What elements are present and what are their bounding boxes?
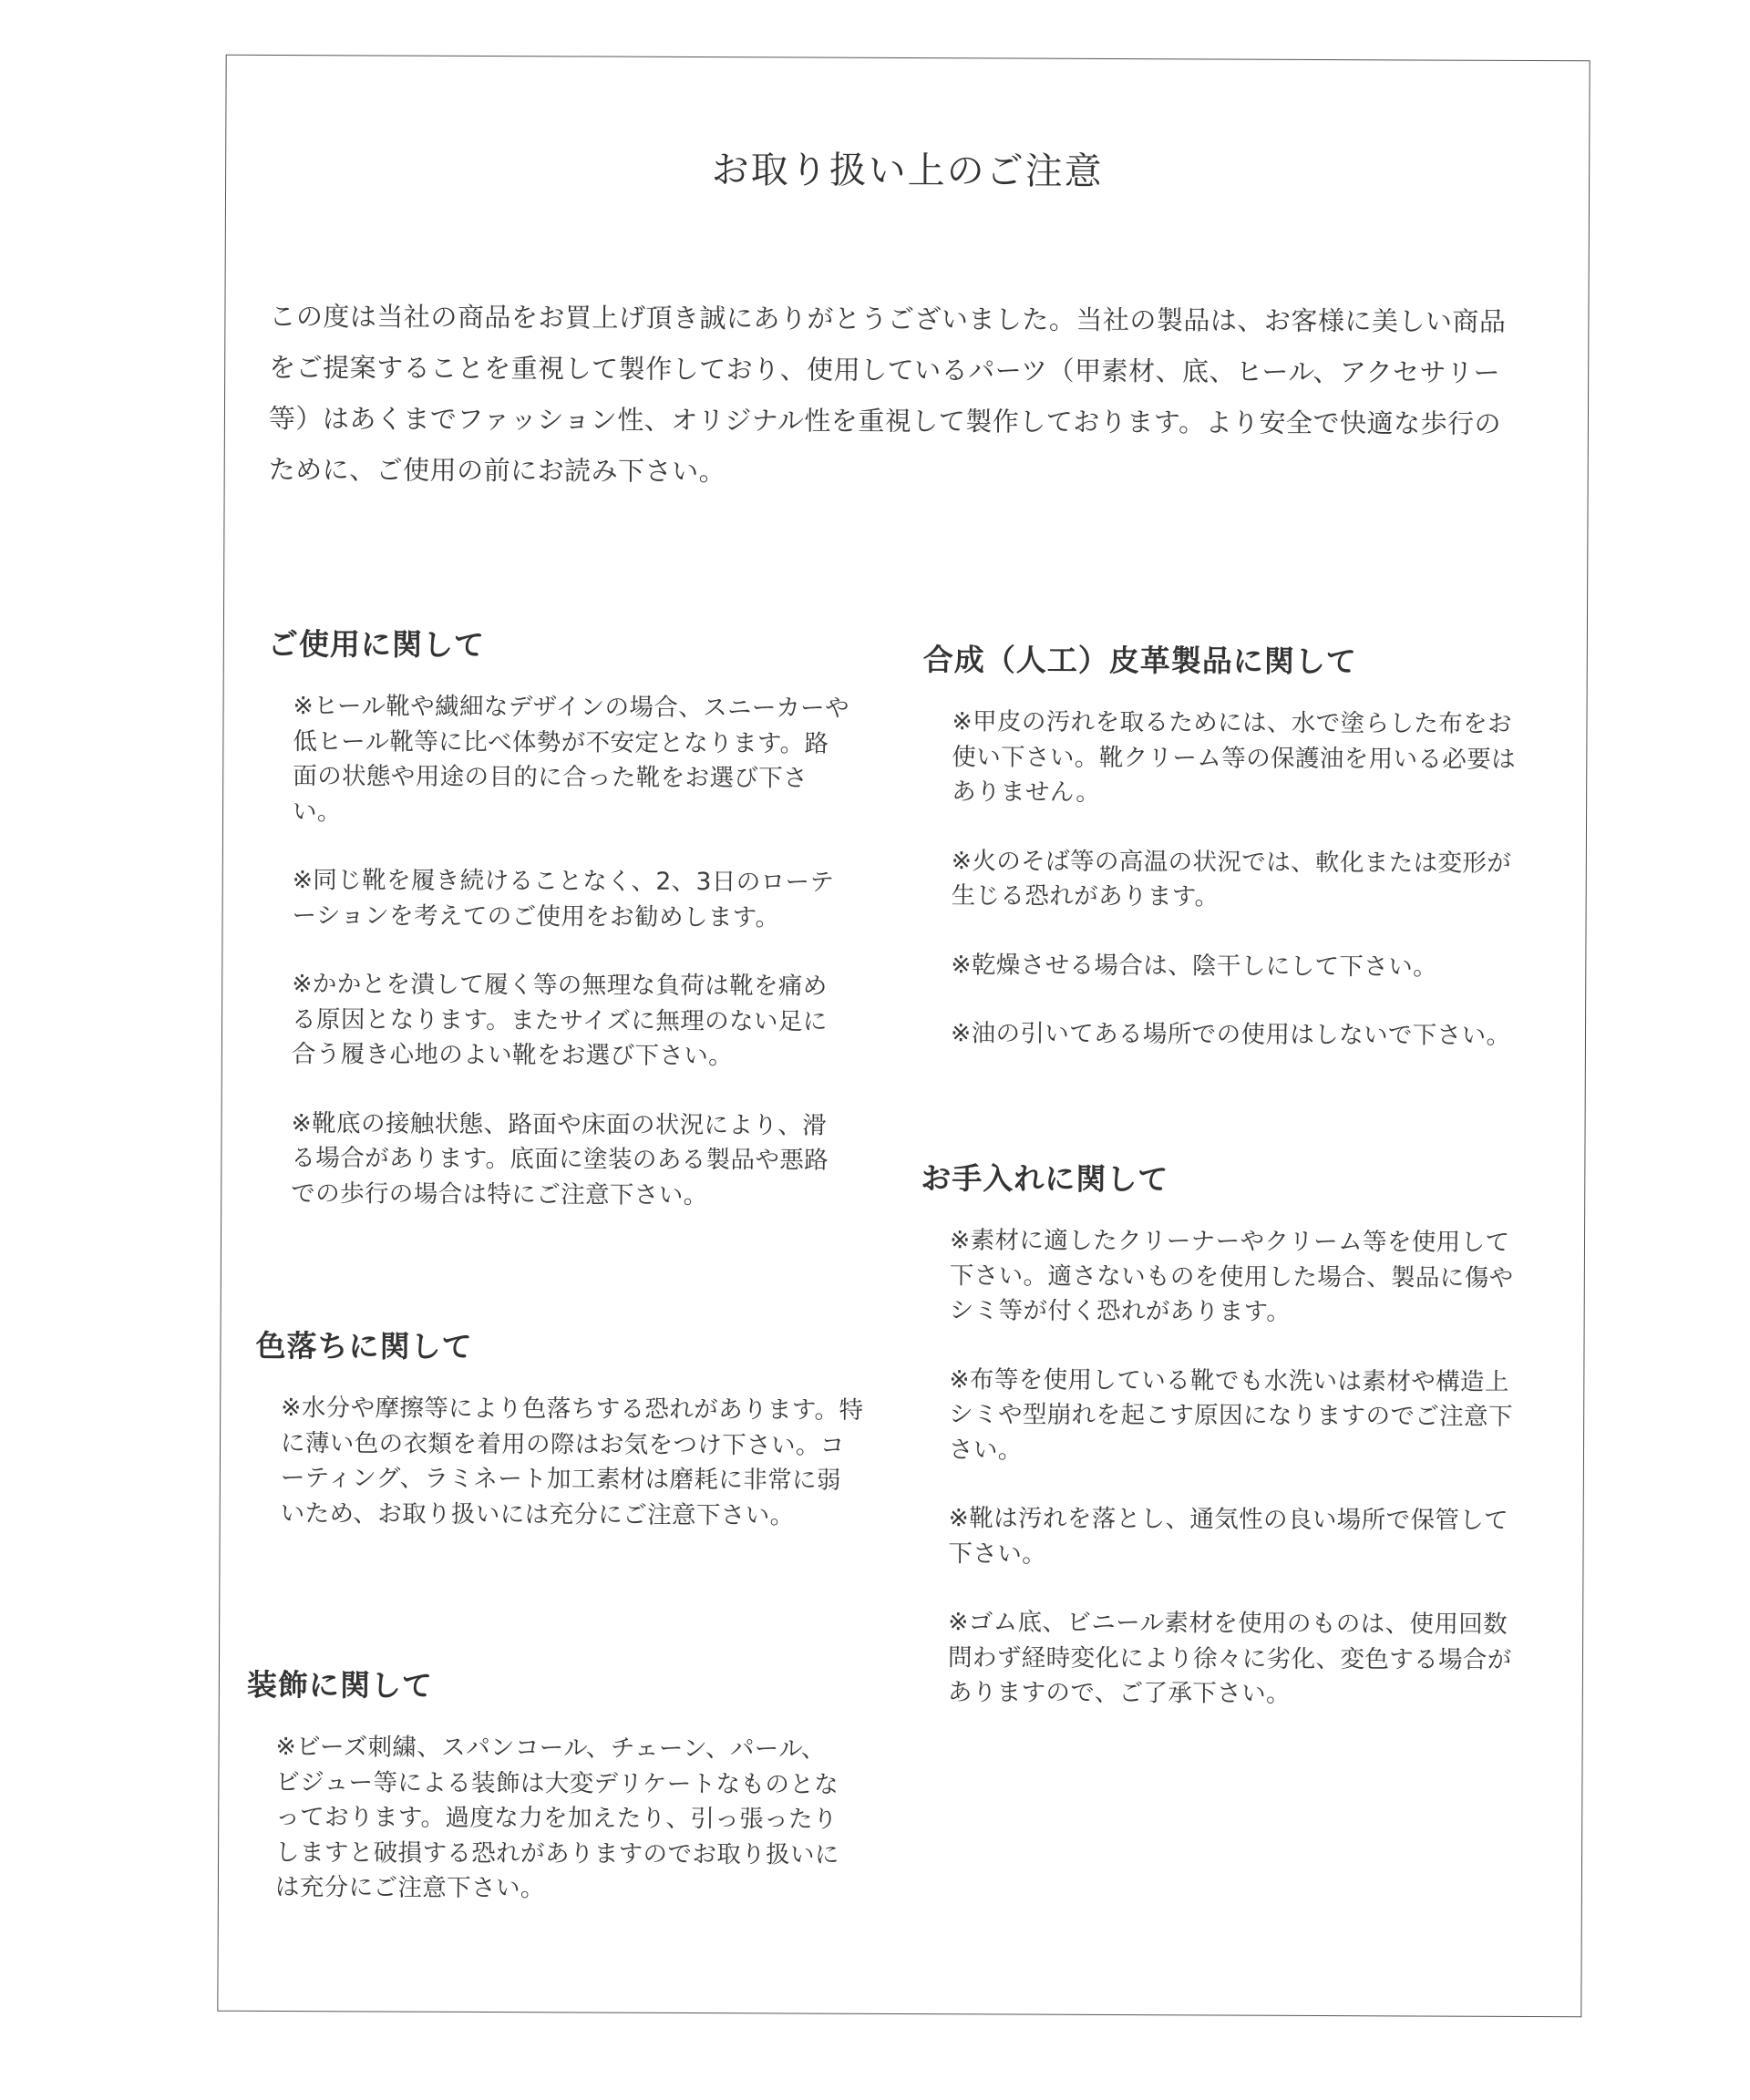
section-color-fading <box>254 1323 875 1568</box>
section-heading-color-fading: 色落ちに関して <box>255 1327 473 1364</box>
section-heading-synthetic-leather: 合成（人工）皮革製品に関して <box>922 642 1357 680</box>
care-item: ※靴は汚れを落とし、通気性の良い場所で保管して下さい。 <box>948 1504 1509 1569</box>
intro-paragraph: この度は当社の商品をお買上げ頂き誠にありがとうございました。当社の製品は、お客様に美しい商品をご提案することを重視して製作しており、使用しているパーツ（甲素材、底、ヒール、アクセサリー等）はあくまでファッション性、オリジナル性を重視して製作しております。より安全で快適な歩行のために、ご使用の前にお読み下さい。 <box>268 300 1507 488</box>
care-item: ※布等を使用している靴でも水洗いは素材や構造上シミや型崩れを起こす原因になりますのでご注意下さい。 <box>948 1364 1513 1465</box>
section-heading-decoration: 装飾に関して <box>246 1666 433 1704</box>
document-sheet <box>217 55 1590 2018</box>
section-decoration <box>246 1662 867 1941</box>
section-synthetic-leather <box>921 636 1543 1087</box>
synthetic-leather-item: ※甲皮の汚れを取るためには、水で塗らした布をお使い下さい。靴クリーム等の保護油を用いる必要はありません。 <box>952 707 1517 807</box>
care-item: ※素材に適したクリーナーやクリーム等を使用して下さい。適さないものを使用した場合、製品に傷やシミ等が付く恐れがあります。 <box>949 1226 1514 1326</box>
usage-item: ※同じ靴を履き続けることなく、2、3日のローテーションを考えてのご使用をお勧めします。 <box>292 866 835 932</box>
page-title: お取り扱い上のご注意 <box>711 148 1104 193</box>
synthetic-leather-item: ※油の引いてある場所での使用はしないで下さい。 <box>950 1019 1511 1050</box>
section-heading-usage: ご使用に関して <box>267 625 485 663</box>
section-usage <box>265 621 860 1248</box>
usage-item: ※靴底の接触状態、路面や床面の状況により、滑る場合があります。底面に塗装のある製品や悪路での歩行の場合は特にご注意下さい。 <box>291 1108 829 1210</box>
usage-item: ※かかとを潰して履く等の無理な負荷は靴を痛める原因となります。またサイズに無理のない足に合う履き心地のよい靴をお選び下さい。 <box>291 970 828 1071</box>
synthetic-leather-item: ※乾燥させる場合は、陰干しにして下さい。 <box>951 950 1438 982</box>
color-fading-item: ※水分や摩擦等により色落ちする恐れがあります。特に薄い色の衣類を着用の際はお気をつけ下さい。コーティング、ラミネート加工素材は磨耗に非常に弱いため、お取り扱いには充分にご注意下さい。 <box>280 1394 864 1529</box>
usage-item: ※ヒール靴や繊細なデザインの場合、スニーカーや低ヒール靴等に比べ体勢が不安定となります。路面の状態や用途の目的に合った靴をお選び下さい。 <box>293 692 850 826</box>
decoration-item: ※ビーズ刺繍、スパンコール、チェーン、パール、ビジュー等による装飾は大変デリケートなものとなっております。過度な力を加えたり、引っ張ったりしますと破損する恐れがありますのでお取り扱いには充分にご注意下さい。 <box>274 1733 839 1903</box>
section-care <box>919 1155 1541 1746</box>
section-heading-care: お手入れに関して <box>921 1160 1169 1198</box>
care-item: ※ゴム底、ビニール素材を使用のものは、使用回数問わず経時変化により徐々に劣化、変色する場合がありますので、ご了承下さい。 <box>947 1608 1512 1708</box>
synthetic-leather-item: ※火のそば等の高温の状況では、軟化または変形が生じる恐れがあります。 <box>951 846 1512 911</box>
